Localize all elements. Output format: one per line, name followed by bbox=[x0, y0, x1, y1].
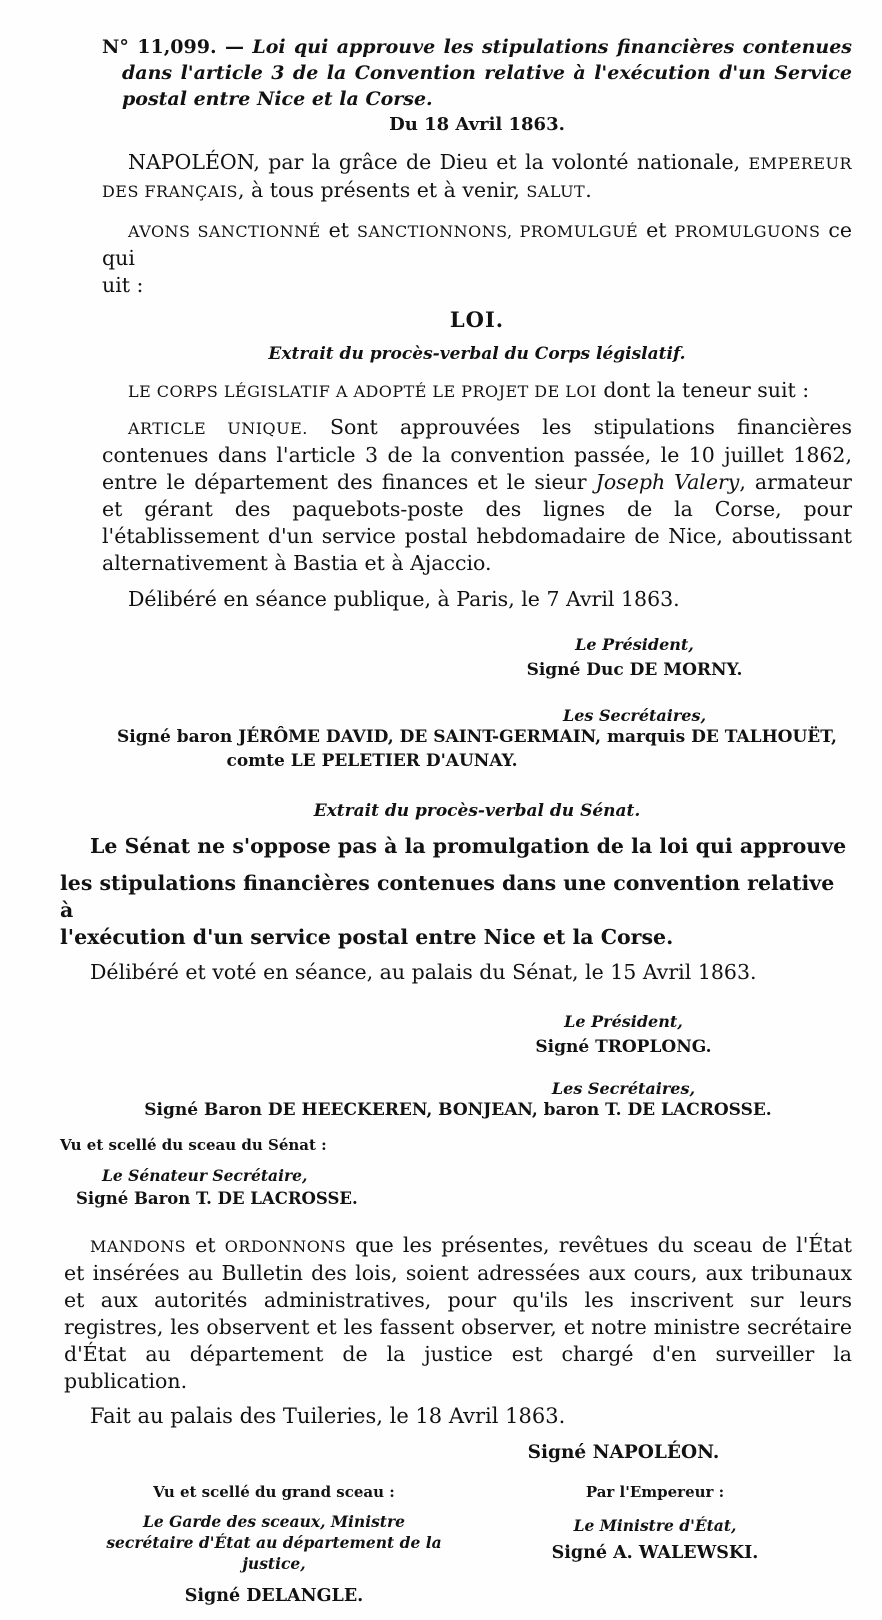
extrait-corps-legislatif: Extrait du procès-verbal du Corps législatif. bbox=[268, 344, 686, 364]
sanction-tail-2: uit : bbox=[102, 273, 144, 297]
senator-secretary-signature: Signé Baron T. DE LACROSSE. bbox=[76, 1189, 358, 1208]
sanction-paragraph bbox=[102, 217, 852, 299]
corps-president-block bbox=[477, 635, 792, 680]
par-empereur-label: Par l'Empereur : bbox=[585, 1483, 725, 1501]
senator-secretary-label: Le Sénateur Secrétaire, bbox=[102, 1166, 308, 1185]
promulguons-smallcaps: PROMULGUONS bbox=[674, 222, 821, 241]
grand-sceau-note: Vu et scellé du grand sceau : bbox=[153, 1483, 395, 1501]
footer-right-column bbox=[458, 1475, 852, 1606]
walewski-signature: Signé A. WALEWSKI. bbox=[551, 1543, 759, 1563]
corps-secretaries-signature-1: Signé baron JÉRÔME DAVID, DE SAINT-GERMAIN, marquis DE TALHOUËT, bbox=[117, 727, 837, 747]
article-unique-paragraph bbox=[102, 414, 852, 577]
senat-secretaries-label: Les Secrétaires, bbox=[551, 1079, 696, 1098]
senat-secretaries-block bbox=[64, 1079, 852, 1120]
senat-seal-note: Vu et scellé du sceau du Sénat : bbox=[60, 1136, 327, 1154]
law-number: N° 11,099. bbox=[102, 36, 217, 58]
corps-tail: dont la teneur suit : bbox=[596, 378, 810, 402]
delangle-signature: Signé DELANGLE. bbox=[184, 1586, 364, 1606]
ordonnons-smallcaps: ORDONNONS bbox=[224, 1237, 347, 1256]
senat-secretaries-signature: Signé Baron DE HEECKEREN, BONJEAN, baron T. DE LACROSSE. bbox=[144, 1100, 772, 1120]
footer-signature-columns bbox=[64, 1475, 852, 1606]
mandons-paragraph bbox=[64, 1232, 852, 1395]
sanction-et-2: et bbox=[638, 218, 675, 242]
corps-legislatif-line bbox=[102, 377, 852, 405]
law-title: Loi qui approuve les stipulations financières contenues dans l'article 3 de la Convention relative à l'exécution d'un Service postal entre Nice et la Corse. bbox=[122, 36, 853, 110]
corps-secretaries-signature-2: comte LE PELETIER D'AUNAY. bbox=[226, 751, 518, 771]
upper-block bbox=[102, 34, 852, 821]
article-text-1: Sont approuvées les stipulations financières contenues dans l'article 3 de la convention passée, le 10 juillet 1862, entre le département des finances et le sieur bbox=[102, 415, 852, 494]
senat-deliberation-line: Délibéré et voté en séance, au palais du Sénat, le 15 Avril 1863. bbox=[90, 960, 757, 984]
sanction-et-1: et bbox=[320, 218, 358, 242]
law-heading bbox=[102, 34, 852, 112]
mandons-text: que les présentes, revêtues du sceau de l'État et insérées au Bulletin des lois, soient adressées aux cours, aux tribunaux et aux autorités administratives, pour qu'ils les inscrivent sur leurs registres, les observent et les fassent observer, et notre ministre secrétaire d'État au département de la justice est chargé d'en surveiller la publication. bbox=[64, 1233, 853, 1393]
senat-president-signature: Signé TROPLONG. bbox=[535, 1037, 712, 1057]
ministre-etat-title: Le Ministre d'État, bbox=[573, 1516, 737, 1535]
loi-heading: LOI. bbox=[449, 307, 505, 332]
heading-separator: — bbox=[216, 36, 253, 58]
senat-paragraph bbox=[60, 833, 852, 951]
senat-line-2: les stipulations financières contenues dans une convention relative à bbox=[60, 871, 835, 922]
senat-president-label: Le Président, bbox=[564, 1012, 683, 1031]
senat-president-block bbox=[458, 1012, 789, 1057]
salutation-paragraph bbox=[102, 149, 852, 205]
corps-secretaries-label: Les Secrétaires, bbox=[562, 706, 707, 725]
napoleon-signature: Signé NAPOLÉON. bbox=[527, 1442, 720, 1463]
joseph-valery-name: Joseph Valery bbox=[595, 470, 740, 494]
corps-smallcaps: LE CORPS LÉGISLATIF A ADOPTÉ LE PROJET DE LOI bbox=[128, 382, 597, 401]
fait-tuileries-line: Fait au palais des Tuileries, le 18 Avril 1863. bbox=[90, 1404, 566, 1428]
salutation-text-2: , à tous présents et à venir, bbox=[237, 178, 527, 202]
article-text-2: , armateur et gérant des paquebots-poste des lignes de la Corse, pour l'établissement d'un service postal hebdomadaire de Nice, aboutissant alternativement à Bastia et à Ajaccio. bbox=[102, 470, 852, 575]
article-unique-smallcaps: ARTICLE UNIQUE. bbox=[128, 419, 308, 438]
senat-line-1: Le Sénat ne s'oppose pas à la promulgation de la loi qui approuve bbox=[90, 834, 847, 858]
corps-secretaries-block bbox=[102, 706, 852, 771]
salut-smallcaps: SALUT bbox=[526, 182, 586, 201]
corps-president-signature: Signé Duc DE MORNY. bbox=[526, 660, 743, 680]
empereur-smallcaps: EMPEREUR DES FRANÇAIS bbox=[102, 154, 852, 201]
corps-president-label: Le Président, bbox=[575, 635, 694, 654]
footer-left-column bbox=[64, 1475, 458, 1606]
law-date: Du 18 Avril 1863. bbox=[389, 114, 565, 135]
garde-title-line-1: Le Garde des sceaux, Ministre bbox=[142, 1512, 405, 1531]
sanctionnons-smallcaps: SANCTIONNONS, PROMULGUÉ bbox=[357, 222, 639, 241]
garde-title-line-2: secrétaire d'État au département de la justice, bbox=[106, 1533, 442, 1573]
mandons-et: et bbox=[186, 1233, 225, 1257]
mandons-smallcaps: MANDONS bbox=[90, 1237, 187, 1256]
garde-des-sceaux-title bbox=[90, 1511, 458, 1574]
salutation-text: NAPOLÉON, par la grâce de Dieu et la volonté nationale, bbox=[128, 150, 749, 174]
sanction-tail: ce qui bbox=[102, 218, 853, 270]
corps-deliberation-line: Délibéré en séance publique, à Paris, le 7 Avril 1863. bbox=[128, 587, 680, 611]
avons-sanctionne-smallcaps: AVONS SANCTIONNÉ bbox=[128, 222, 321, 241]
salutation-period: . bbox=[585, 178, 592, 202]
senat-line-3: l'exécution d'un service postal entre Nice et la Corse. bbox=[60, 925, 674, 949]
extrait-senat: Extrait du procès-verbal du Sénat. bbox=[313, 801, 641, 821]
